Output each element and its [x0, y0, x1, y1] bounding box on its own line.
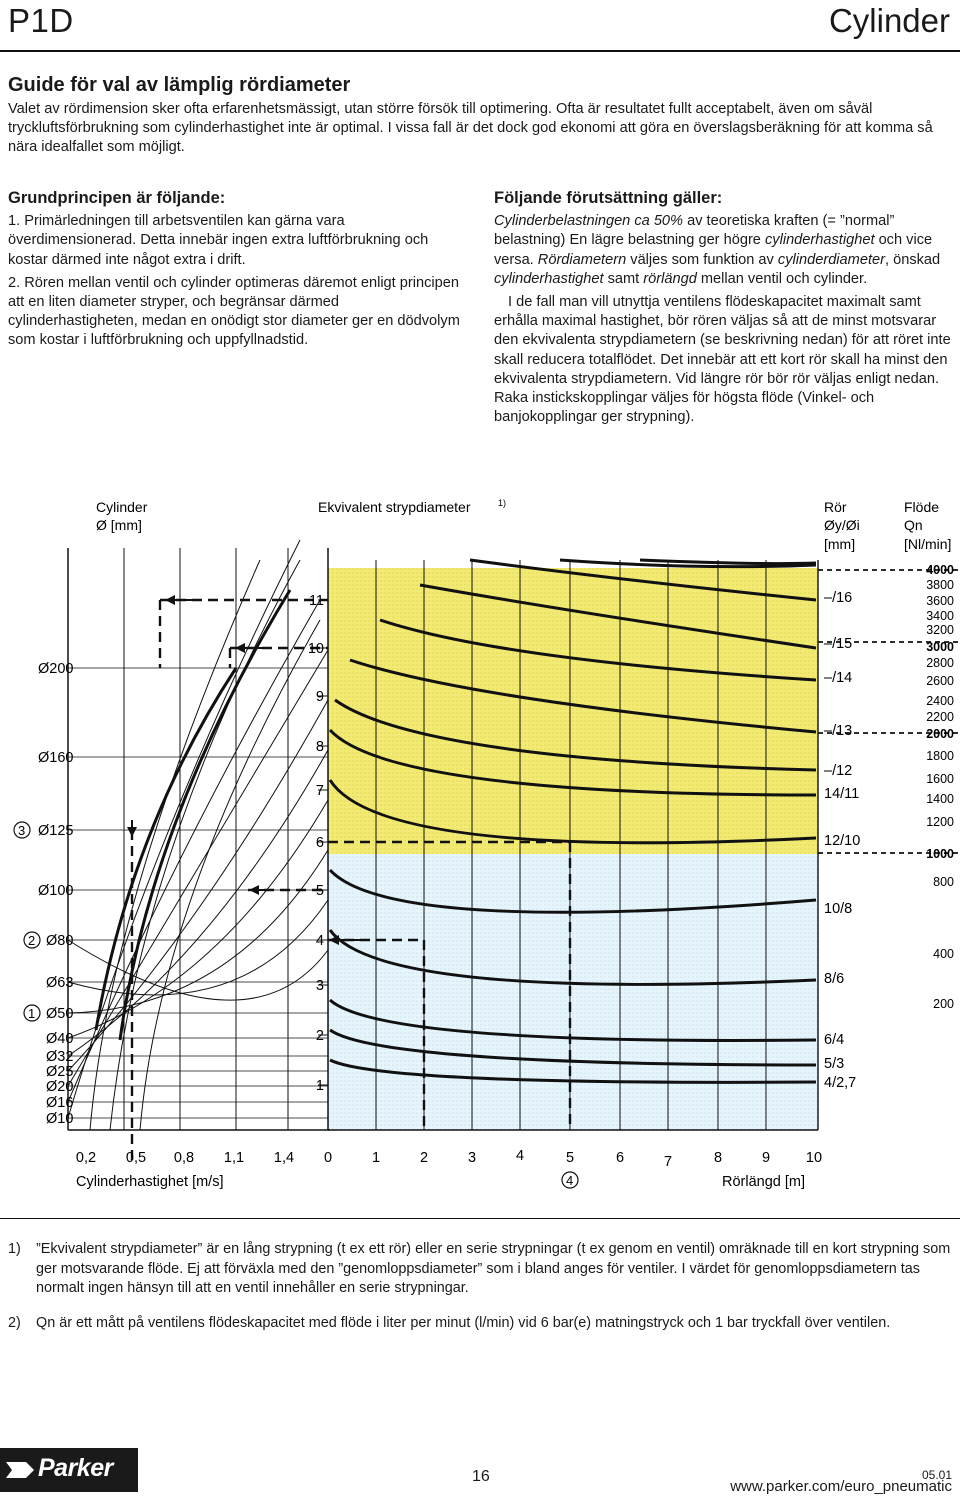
flow-label: 800: [933, 875, 954, 889]
flow-label: 2600: [926, 674, 954, 688]
step-marker-4: 4: [566, 1173, 574, 1188]
cylinder-term: cylinderdiameter: [777, 251, 885, 268]
tube-term: Rördiametern: [537, 251, 627, 268]
tube-unit: Øy/Øi: [824, 517, 860, 533]
cylinder-label: Ø80: [46, 933, 74, 949]
right-column-title: Följande förutsättning gäller:: [494, 189, 723, 207]
flow-label: 400: [933, 947, 954, 961]
cylinder-header: Cylinder: [96, 499, 148, 515]
right-column: [494, 189, 954, 427]
length-tick: 4: [515, 1148, 525, 1164]
length-tick: 10: [805, 1150, 823, 1166]
flow-label: 2800: [926, 656, 954, 670]
cylinder-label: Ø125: [38, 823, 74, 839]
length-tick: 6: [615, 1150, 625, 1166]
header-rule: [0, 50, 960, 52]
flow-header: Flöde: [904, 499, 940, 515]
strype-label: 11: [308, 593, 324, 609]
strype-label: 3: [315, 978, 324, 994]
website-link[interactable]: www.parker.com/euro_pneumatic: [730, 1478, 952, 1495]
equivalent-diameter-header: Ekvivalent strypdiameter: [318, 499, 471, 515]
speed-tick: 1,1: [223, 1150, 245, 1166]
tube-label: 5/3: [824, 1056, 845, 1072]
text-run: väljes som funktion av: [626, 251, 778, 268]
speed-grid-horizontals: [68, 668, 328, 1118]
text-run: och vice versa.: [494, 232, 933, 268]
footnote-2-text: Qn är ett mått på ventilens flödeskapacitet med flöde i liter per minut (l/min) vid 6 bar(e) matningstryck och 1 bar tryckfall över ventilen.: [36, 1315, 891, 1331]
strype-label: 2: [315, 1028, 324, 1044]
tube-label: –/15: [824, 636, 853, 652]
length-term: rörlängd: [643, 270, 697, 287]
page-header: [0, 0, 960, 50]
flow-label: 3000: [926, 640, 954, 654]
tube-label: 10/8: [824, 901, 853, 917]
flow-label: 1600: [926, 772, 954, 786]
flow-label: 1800: [926, 749, 954, 763]
text-run: mellan ventil och cylinder.: [696, 270, 868, 287]
tube-header: Rör: [824, 499, 847, 515]
section-title: Cylinder: [828, 2, 950, 39]
text-run: av teoretiska kraften (= ”normal” belastning) En lägre belastning ger högre: [494, 213, 895, 249]
parker-logo[interactable]: [0, 1448, 138, 1492]
flow-label: 1400: [926, 792, 954, 806]
principle-2: 2. Rören mellan ventil och cylinder optimeras däremot enligt principen att en liten diameter stryper, och begränsar därmed cylinderhastigheten, medan en onödigt stor diameter ger en dödvolym som kostar i luftförbrukning och uppfyllnadstid.: [8, 274, 460, 349]
flow-labels: [926, 563, 954, 1011]
speed-curves: [68, 540, 328, 1130]
strype-label: 9: [315, 689, 324, 705]
load-term: Cylinderbelastningen ca 50%: [494, 213, 684, 230]
flow-label: 3200: [926, 623, 954, 637]
length-axis-label: Rörlängd [m]: [722, 1174, 806, 1190]
cylinder-unit: Ø [mm]: [96, 517, 142, 533]
length-tick: 5: [565, 1150, 575, 1166]
tube-label: 4/2,7: [824, 1075, 857, 1091]
flow-label: 4000: [926, 563, 954, 577]
footnote-ref: 1): [498, 498, 507, 508]
tube-label: –/13: [824, 723, 853, 739]
cylinder-label: Ø160: [38, 750, 74, 766]
strype-label: 7: [315, 783, 324, 799]
tube-unit-mm: [mm]: [824, 536, 856, 552]
strype-label: 4: [315, 933, 324, 949]
cylinder-label: Ø25: [46, 1064, 74, 1080]
step-marker-2: 2: [28, 933, 36, 948]
tube-labels: [824, 590, 860, 1091]
speed-grid: [68, 548, 330, 1130]
guide-title: Guide för val av lämplig rördiameter: [8, 74, 351, 96]
length-tick: 3: [467, 1150, 477, 1166]
parker-mark-icon: [6, 1458, 34, 1482]
tube-label: 12/10: [824, 833, 861, 849]
length-tick: 2: [419, 1150, 429, 1166]
length-tick: 1: [371, 1150, 381, 1166]
brand-name: Parker: [38, 1454, 113, 1482]
length-tick: 9: [761, 1150, 771, 1166]
footnote-2-number: 2): [8, 1315, 21, 1331]
strype-label: 8: [315, 739, 324, 755]
cylinder-label: Ø50: [46, 1006, 74, 1022]
tube-label: –/12: [824, 763, 853, 779]
tube-label: 14/11: [824, 786, 860, 802]
product-code: P1D: [8, 2, 74, 39]
cylinder-label: Ø40: [46, 1031, 74, 1047]
cylinder-label: Ø10: [46, 1111, 74, 1127]
strype-label: 10: [307, 641, 324, 657]
step-marker-3: 3: [18, 823, 26, 838]
strype-label: 6: [315, 835, 324, 851]
cylinder-label: Ø16: [46, 1095, 74, 1111]
strype-label: 1: [315, 1078, 324, 1094]
speed-term: cylinderhastighet: [494, 270, 604, 287]
speed-tick: 0,8: [173, 1150, 195, 1166]
length-tick: 8: [713, 1150, 723, 1166]
edition-date: 05.01: [921, 1468, 952, 1482]
speed-axis: [76, 1150, 294, 1166]
flow-unit: [Nl/min]: [904, 536, 952, 552]
tube-label: 8/6: [824, 971, 845, 987]
flow-label: 3800: [926, 578, 954, 592]
flow-label: 1000: [926, 847, 954, 861]
flow-label: 200: [933, 997, 954, 1011]
tube-label: –/14: [824, 670, 853, 686]
flow-label: 2200: [926, 710, 954, 724]
left-column: [8, 189, 463, 351]
tube-selection-diagram: [0, 490, 960, 1195]
max-flow-paragraph: I de fall man vill utnyttja ventilens flödeskapacitet maximalt samt erhålla maximal hastighet, bör rören väljas så att de minst motsvarar den ekvivalenta strypdiametern (se beskrivning nedan) för att röret inte skall reducera totalflödet. Det innebär att ett kort rör skall ha minst den ekvivalenta strypdiametern. Vid längre rör bör rör väljas enligt nedan. Raka instickskopplingar väljes för högsta flöde (Vinkel- och banjokopplingar ger strypning).: [494, 294, 951, 426]
text-run: samt: [603, 270, 644, 287]
blue-zone: [328, 854, 818, 1130]
flow-label: 3600: [926, 594, 954, 608]
speed-term: cylinderhastighet: [764, 232, 875, 249]
guide-intro: Valet av rördimension sker ofta erfarenhetsmässigt, utan större försök till optimering. Ofta är resultatet fullt acceptabelt, även om såväl tryckluftsförbrukning som cylinderhastighet inte är optimal. I vissa fall är det dock god ekonomi att göra en överslagsberäkning för att komma så nära idealfallet som möjligt.: [8, 101, 933, 156]
cylinder-label: Ø32: [46, 1049, 74, 1065]
tube-label: –/16: [824, 590, 853, 606]
flow-label: 3400: [926, 609, 954, 623]
speed-tick: 1,4: [273, 1150, 295, 1166]
speed-axis-label: Cylinderhastighet [m/s]: [76, 1174, 224, 1190]
flow-label: 1200: [926, 815, 954, 829]
flow-symbol: Qn: [904, 517, 923, 533]
strype-label: 5: [315, 883, 324, 899]
condition-paragraph: [494, 212, 954, 289]
flow-label: 2400: [926, 694, 954, 708]
text-run: , önskad: [884, 251, 941, 268]
length-tick: 7: [663, 1154, 673, 1170]
length-axis: [324, 1148, 822, 1170]
footnote-1-text: ”Ekvivalent strypdiameter” är en lång strypning (t ex ett rör) eller en serie strypningar (t ex genom en ventil) omräknade till en kort strypning som ger motsvarande flöde. Ej att förväxla med den ”genomloppsdiameter” som i bland anges för ventiler. I värdet för genomloppsdiametern tas normalt ingen hänsyn till att en ventil innehåller en serie strypningar.: [36, 1241, 951, 1296]
speed-tick: 0,5: [125, 1150, 147, 1166]
footnote-rule: [0, 1218, 960, 1219]
step-marker-1: 1: [28, 1006, 36, 1021]
length-tick: 0: [323, 1150, 333, 1166]
flow-label: 2000: [926, 727, 954, 741]
footnote-1-number: 1): [8, 1241, 21, 1257]
page-number: 16: [472, 1468, 490, 1485]
cylinder-label: Ø20: [46, 1079, 74, 1095]
tube-label: 6/4: [824, 1032, 845, 1048]
cylinder-label: Ø200: [38, 661, 74, 677]
cylinder-label: Ø100: [38, 883, 74, 899]
cylinder-label: Ø63: [46, 975, 74, 991]
speed-tick: 0,2: [75, 1150, 97, 1166]
left-column-title: Grundprincipen är följande:: [8, 189, 226, 207]
principle-1: 1. Primärledningen till arbetsventilen kan gärna vara överdimensionerad. Detta innebär ingen extra luftförbrukning och kostar därmed inte något extra i drift.: [8, 213, 429, 268]
